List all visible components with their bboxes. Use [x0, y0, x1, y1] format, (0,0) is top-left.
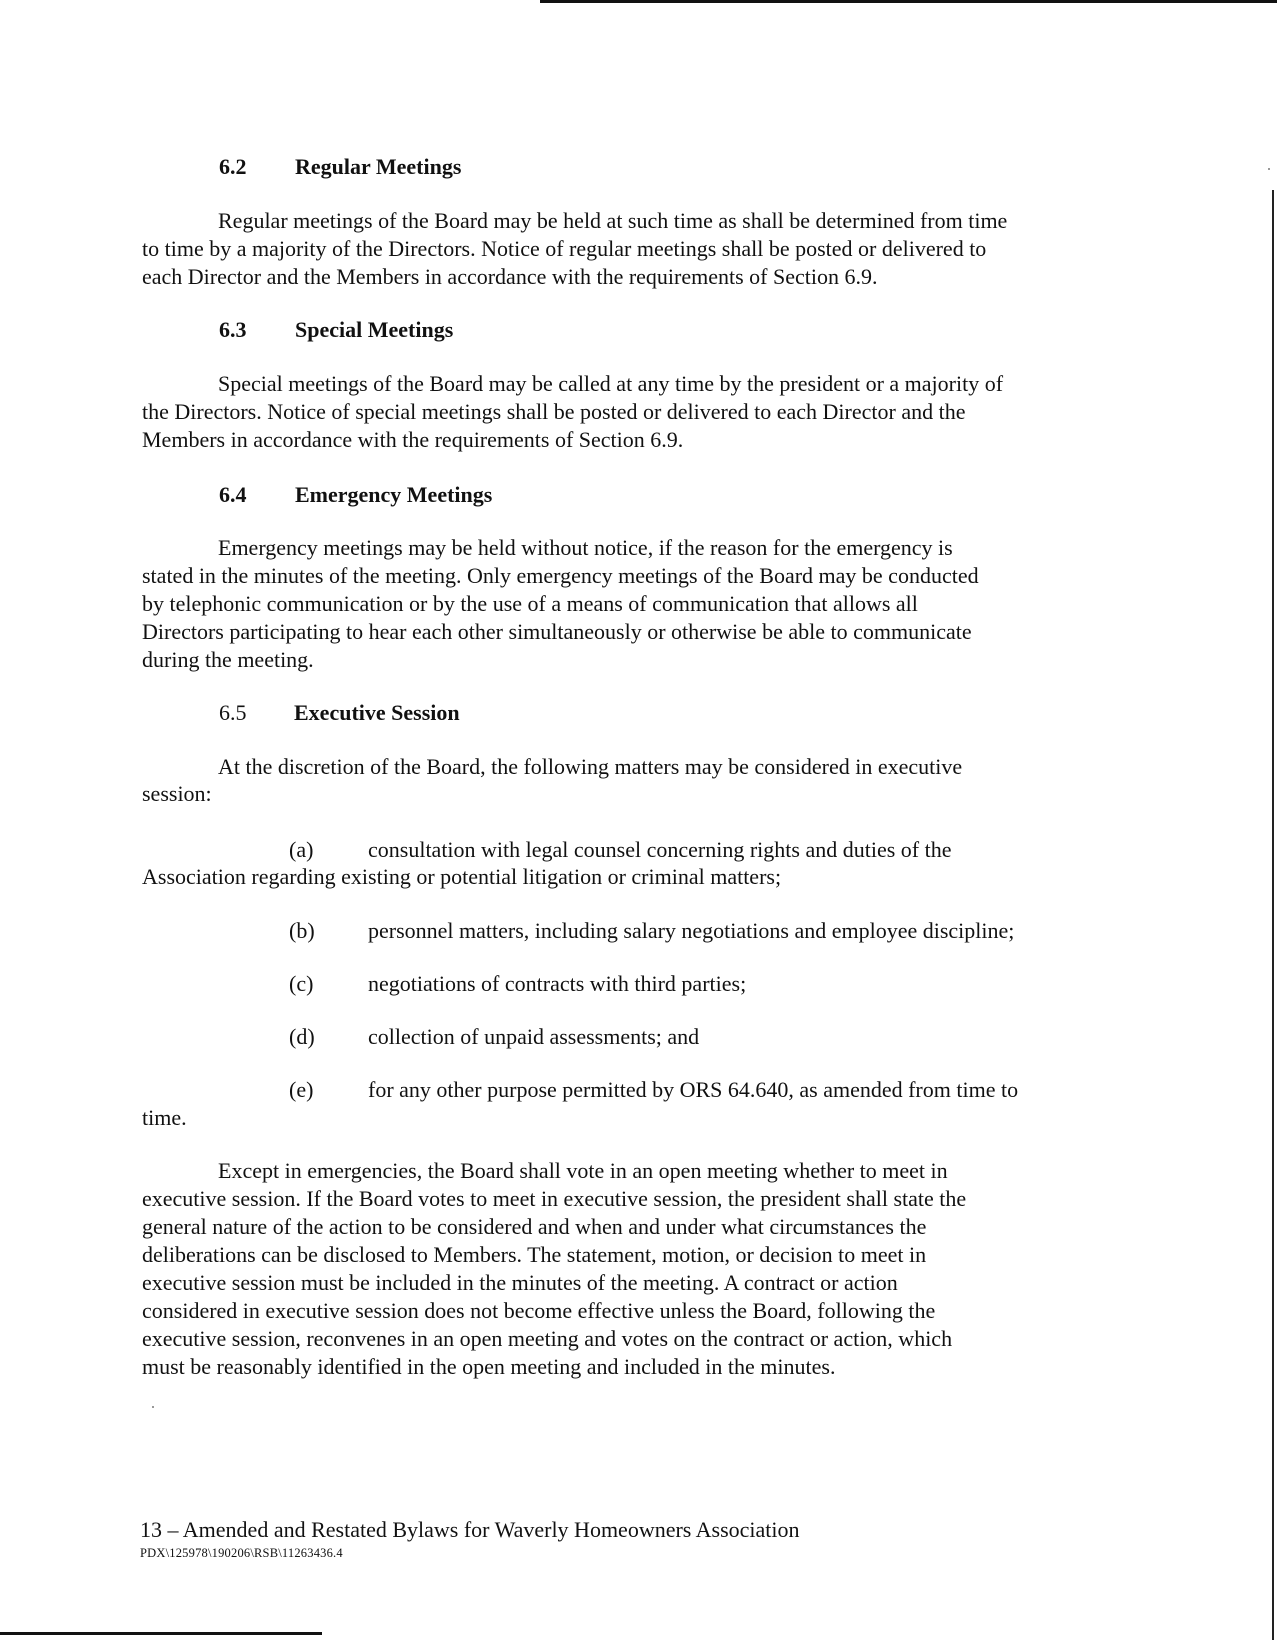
- list-item-text: collection of unpaid assessments; and: [368, 1024, 700, 1049]
- section-6-3-line: Members in accordance with the requirements of Section 6.9.: [142, 427, 684, 452]
- section-6-5-intro-line: session:: [142, 781, 212, 806]
- section-6-4-title: Emergency Meetings: [295, 482, 493, 507]
- list-item-label: (b): [289, 918, 315, 943]
- section-6-5-number: 6.5: [219, 700, 247, 725]
- closing-paragraph-line: executive session must be included in the minutes of the meeting. A contract or action: [142, 1270, 898, 1295]
- scan-speck: [1268, 168, 1270, 170]
- section-6-3-number: 6.3: [219, 317, 247, 342]
- section-6-4-line: Directors participating to hear each other simultaneously or otherwise be able to communicate: [142, 619, 972, 644]
- list-item-label: (e): [289, 1077, 314, 1102]
- section-6-4-line: stated in the minutes of the meeting. Only emergency meetings of the Board may be conducted: [142, 563, 979, 588]
- section-6-4-line: during the meeting.: [142, 647, 314, 672]
- closing-paragraph-line: Except in emergencies, the Board shall vote in an open meeting whether to meet in: [218, 1158, 948, 1183]
- list-item-label: (a): [289, 837, 314, 862]
- list-item-text: for any other purpose permitted by ORS 64.640, as amended from time to: [368, 1077, 1019, 1102]
- section-6-5-intro-line: At the discretion of the Board, the following matters may be considered in executive: [218, 754, 963, 779]
- section-6-5-title: Executive Session: [294, 700, 460, 725]
- footer-document-id: PDX\125978\190206\RSB\11263436.4: [140, 1546, 343, 1560]
- section-6-4-line: by telephonic communication or by the use of a means of communication that allows all: [142, 591, 918, 616]
- section-6-2-number: 6.2: [219, 154, 247, 179]
- closing-paragraph-line: deliberations can be disclosed to Members. The statement, motion, or decision to meet in: [142, 1242, 927, 1267]
- section-6-2-title: Regular Meetings: [295, 154, 462, 179]
- scan-border-top: [540, 0, 1277, 3]
- section-6-2-line: Regular meetings of the Board may be held at such time as shall be determined from time: [218, 208, 1008, 233]
- section-6-3-line: the Directors. Notice of special meetings shall be posted or delivered to each Director and the: [142, 399, 966, 424]
- section-6-4-line: Emergency meetings may be held without notice, if the reason for the emergency is: [218, 535, 953, 560]
- section-6-3-title: Special Meetings: [295, 317, 454, 342]
- list-item-continuation: Association regarding existing or potential litigation or criminal matters;: [142, 864, 782, 889]
- scan-border-right: [1272, 190, 1274, 1640]
- section-6-2-line: each Director and the Members in accordance with the requirements of Section 6.9.: [142, 264, 878, 289]
- closing-paragraph-line: executive session. If the Board votes to meet in executive session, the president shall state the: [142, 1186, 967, 1211]
- scan-speck: [152, 1406, 154, 1408]
- closing-paragraph-line: must be reasonably identified in the open meeting and included in the minutes.: [142, 1354, 836, 1379]
- closing-paragraph-line: considered in executive session does not become effective unless the Board, following the: [142, 1298, 936, 1323]
- list-item-text: personnel matters, including salary negotiations and employee discipline;: [368, 918, 1015, 943]
- list-item-continuation: time.: [142, 1105, 187, 1130]
- list-item-label: (c): [289, 971, 314, 996]
- closing-paragraph-line: executive session, reconvenes in an open meeting and votes on the contract or action, which: [142, 1326, 953, 1351]
- section-6-2-line: to time by a majority of the Directors. Notice of regular meetings shall be posted or delivered to: [142, 236, 987, 261]
- list-item-label: (d): [289, 1024, 315, 1049]
- footer-title: 13 – Amended and Restated Bylaws for Waverly Homeowners Association: [140, 1517, 800, 1542]
- list-item-text: negotiations of contracts with third parties;: [368, 971, 747, 996]
- section-6-4-number: 6.4: [219, 482, 247, 507]
- scan-border-bottom: [0, 1632, 322, 1635]
- section-6-3-line: Special meetings of the Board may be called at any time by the president or a majority of: [218, 371, 1004, 396]
- list-item-text: consultation with legal counsel concerning rights and duties of the: [368, 837, 952, 862]
- closing-paragraph-line: general nature of the action to be considered and when and under what circumstances the: [142, 1214, 927, 1239]
